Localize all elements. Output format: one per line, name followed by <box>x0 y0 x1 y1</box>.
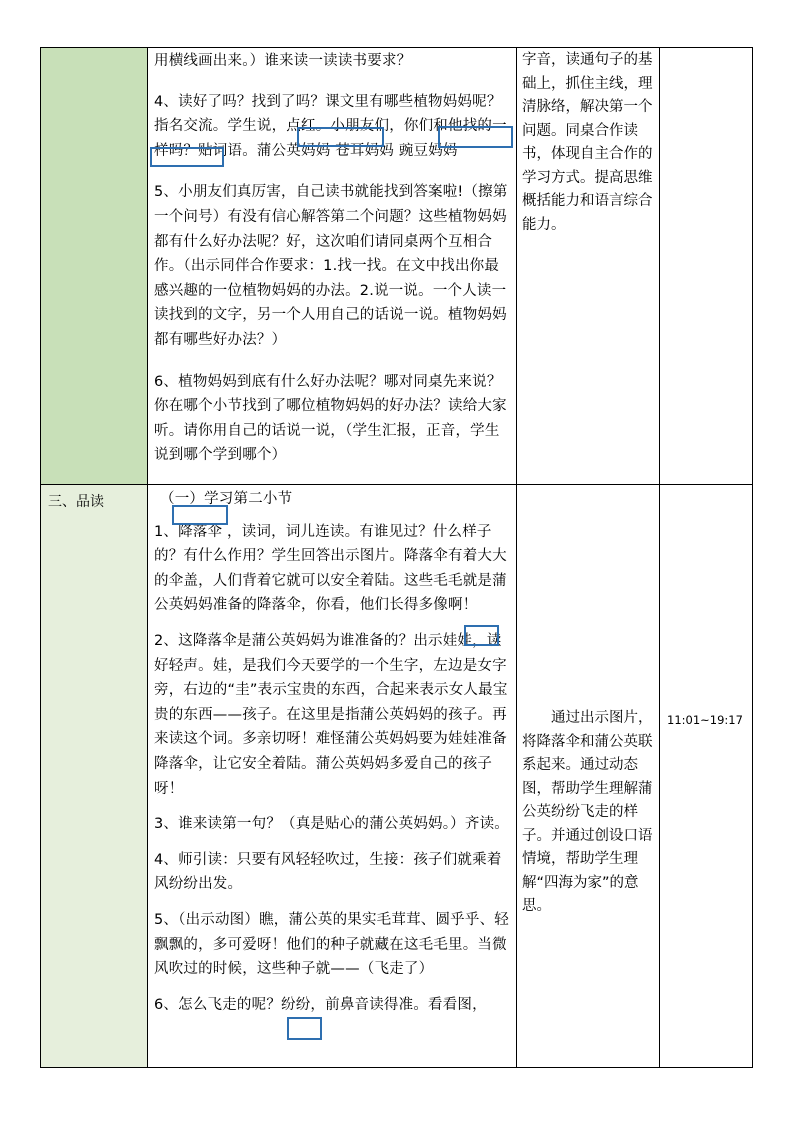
time-range: 11:01~19:17 <box>667 713 743 727</box>
highlight-box-jiangluosan <box>172 505 228 525</box>
highlight-box-zhexie <box>287 1017 322 1040</box>
highlight-box-wandou <box>150 147 224 167</box>
lower-subheading: （一）学习第二小节 <box>160 491 293 507</box>
upper-content-cell <box>154 49 510 482</box>
highlight-box-empty <box>464 625 499 646</box>
upper-paragraph-4: 6、植物妈妈到底有什么好办法呢？哪对同桌先来说？你在哪个小节找到了哪位植物妈妈的好办法？读给大家听。请你用自己的话说一说，（学生汇报，正音，学生说到哪个学到哪个） <box>154 373 507 464</box>
grid-line-col1 <box>147 47 148 1068</box>
lower-paragraph-4: 4、师引读：只要有风轻轻吹过，生接：孩子们就乘着风纷纷出发。 <box>154 851 502 893</box>
grid-line-right <box>752 47 753 1068</box>
grid-line-top <box>40 47 753 48</box>
upper-paragraph-3: 5、小朋友们真厉害，自己读书就能找到答案啦!（擦第一个问号）有没有信心解答第二个问题？这些植物妈妈都有什么好办法呢？好，这次咱们请同桌两个互相合作。（出示同伴合作要求：1.找一找。在文中找出你最感兴趣的一位植物妈妈的办法。2.说一说。一个人读一读找到的文字，另一个人用自己的话说一说。植物妈妈都有哪些好办法？） <box>154 184 508 348</box>
lower-paragraph-1: 1、降落伞 ，读词，词儿连读。有谁见过？什么样子的？有什么作用？学生回答出示图片。降落伞有着大大的伞盖，人们背着它就可以安全着陆。这些毛毛就是蒲公英妈妈准备的降落伞，你看，他们长得多像啊！ <box>154 523 507 614</box>
lower-paragraph-3: 3、谁来读第一句？（真是贴心的蒲公英妈妈。）齐读。 <box>154 816 509 833</box>
upper-stage-cell <box>40 47 147 484</box>
lower-paragraph-2: 2、这降落伞是蒲公英妈妈为谁准备的？出示娃娃，读好轻声。娃，是我们今天要学的一个生字，左边是女字旁，右边的“圭”表示宝贵的东西，合起来表示女人最宝贵的东西——孩子。在这里是指蒲公英妈妈的孩子。再来读这个词。多亲切呀！难怪蒲公英妈妈要为娃娃准备降落伞，让它安全着陆。蒲公英妈妈多爱自己的孩子呀！ <box>154 632 508 797</box>
lower-stage-cell <box>40 484 147 1068</box>
upper-paragraph-1: 用横线画出来。）谁来读一读读书要求？ <box>154 53 412 69</box>
grid-line-col2 <box>516 47 517 1068</box>
grid-line-bottom <box>40 1067 753 1068</box>
highlight-box-pugongying <box>297 127 384 147</box>
grid-line-middle <box>40 484 753 485</box>
highlight-box-cang-er <box>438 126 513 148</box>
grid-line-left <box>40 47 41 1068</box>
lower-paragraph-5: 5、（出示动图）瞧，蒲公英的果实毛茸茸、圆乎乎、轻飘飘的，多可爱呀！他们的种子就藏在这毛毛里。当微风吹过的时候，这些种子就——（飞走了） <box>154 911 509 978</box>
upper-paragraph-2: 4、读好了吗？找到了吗？课文里有哪些植物妈妈呢？指名交流。学生说，点红。小朋友们，你们和他找的一样吗？贴词语。蒲公英妈妈 苍耳妈妈 豌豆妈妈 <box>154 93 507 159</box>
section-label: 三、品读 <box>48 494 104 510</box>
lower-content-cell <box>154 487 510 1031</box>
lower-intent-cell: 通过出示图片，将降落伞和蒲公英联系起来。通过动态图，帮助学生理解蒲公英纷纷飞走的样子。并通过创设口语情境，帮助学生理解“四海为家”的意思。 <box>522 710 653 914</box>
lower-paragraph-6: 6、怎么飞走的呢？纷纷，前鼻音读得准。看看图， <box>154 996 487 1013</box>
grid-line-col3 <box>659 47 660 1068</box>
upper-intent-cell: 字音，读通句子的基础上，抓住主线，理清脉络，解决第一个问题。同桌合作读书，体现自主合作的学习方式。提高思维概括能力和语言综合能力。 <box>522 52 653 233</box>
lesson-plan-table <box>40 47 753 1068</box>
